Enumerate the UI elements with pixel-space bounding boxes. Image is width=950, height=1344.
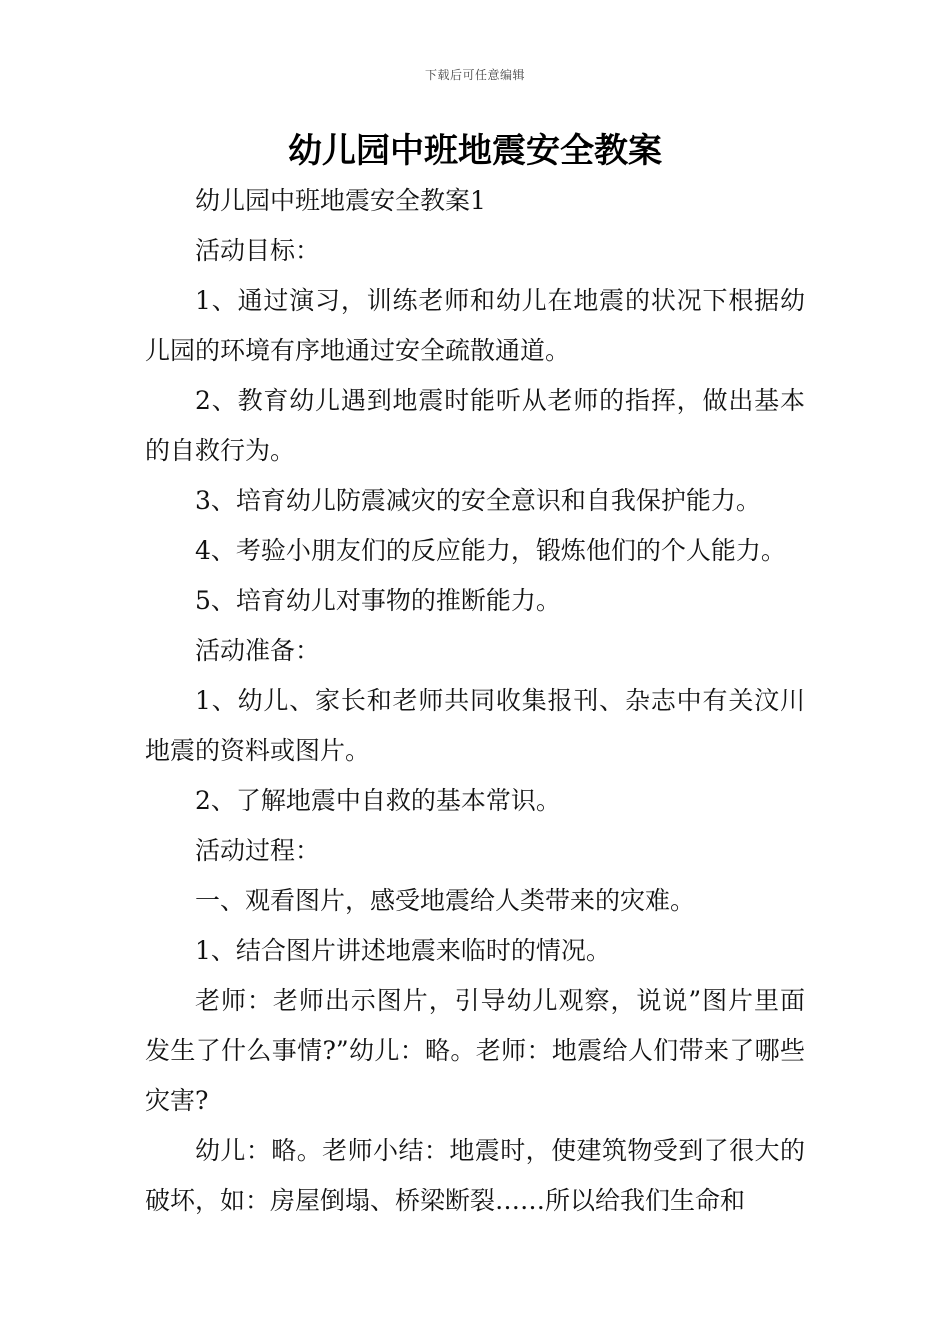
document-title: 幼儿园中班地震安全教案 xyxy=(288,131,662,171)
document-body xyxy=(145,176,805,1226)
paragraph-section-goals: 活动目标： xyxy=(195,236,321,265)
paragraph-goal-2: 2、教育幼儿遇到地震时能听从老师的指挥，做出基本的自救行为。 xyxy=(145,386,805,465)
paragraph-subtitle: 幼儿园中班地震安全教案1 xyxy=(195,186,486,215)
paragraph-goal-3: 3、培育幼儿防震减灾的安全意识和自我保护能力。 xyxy=(195,486,761,515)
paragraph-prep-1: 1、幼儿、家长和老师共同收集报刊、杂志中有关汶川地震的资料或图片。 xyxy=(145,686,805,765)
paragraph-goal-5: 5、培育幼儿对事物的推断能力。 xyxy=(195,586,561,615)
header-note: 下载后可任意编辑 xyxy=(424,68,525,82)
paragraph-section-process: 活动过程： xyxy=(195,836,321,865)
paragraph-process-substep-1: 1、结合图片讲述地震来临时的情况。 xyxy=(195,936,611,965)
paragraph-section-preparation: 活动准备： xyxy=(195,636,321,665)
paragraph-process-step-1: 一、观看图片，感受地震给人类带来的灾难。 xyxy=(195,886,696,915)
paragraph-summary: 幼儿：略。老师小结：地震时，使建筑物受到了很大的破坏，如：房屋倒塌、桥梁断裂……所以给我们生命和 xyxy=(145,1136,805,1215)
paragraph-teacher-dialogue: 老师：老师出示图片，引导幼儿观察，说说”图片里面发生了什么事情?”幼儿：略。老师：地震给人们带来了哪些灾害? xyxy=(145,986,805,1115)
paragraph-goal-1: 1、通过演习，训练老师和幼儿在地震的状况下根据幼儿园的环境有序地通过安全疏散通道。 xyxy=(145,286,805,365)
paragraph-prep-2: 2、了解地震中自救的基本常识。 xyxy=(195,786,561,815)
paragraph-goal-4: 4、考验小朋友们的反应能力，锻炼他们的个人能力。 xyxy=(195,536,786,565)
